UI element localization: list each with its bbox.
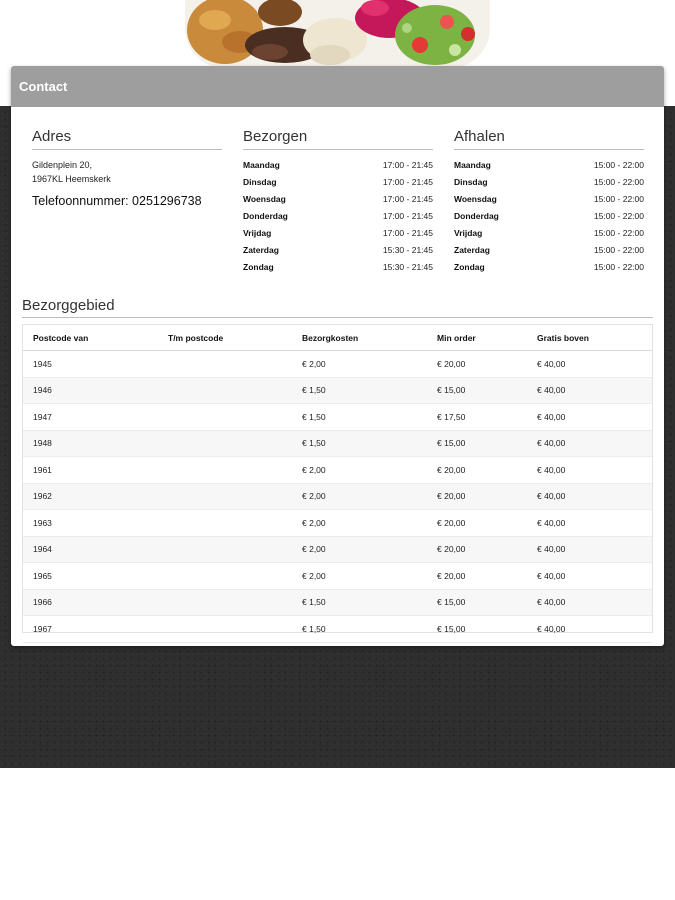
table-cell: 1963	[23, 510, 158, 537]
table-row	[23, 404, 652, 431]
hours-row	[454, 174, 644, 191]
table-cell	[158, 404, 292, 431]
table-row	[23, 483, 652, 510]
time-range: 17:00 - 21:45	[382, 228, 433, 238]
table-header-row	[23, 325, 652, 351]
address-text	[32, 158, 222, 186]
column-header: T/m postcode	[158, 325, 292, 351]
day-label: Donderdag	[454, 211, 499, 221]
time-range: 15:00 - 22:00	[593, 262, 644, 272]
delivery-hours-list	[243, 157, 433, 276]
time-range: 17:00 - 21:45	[382, 194, 433, 204]
table-cell: € 2,00	[292, 483, 427, 510]
table-body	[23, 351, 652, 643]
table-cell: € 20,00	[427, 351, 527, 378]
table-cell	[158, 457, 292, 484]
table-cell: 1967	[23, 616, 158, 643]
time-range: 15:00 - 22:00	[593, 177, 644, 187]
table-cell	[158, 351, 292, 378]
table-row	[23, 377, 652, 404]
table-cell: € 20,00	[427, 457, 527, 484]
table-cell	[158, 430, 292, 457]
time-range: 15:00 - 22:00	[593, 245, 644, 255]
table-cell: € 40,00	[527, 563, 652, 590]
address-section	[32, 128, 222, 208]
delivery-hours-section	[243, 128, 433, 276]
table-cell: 1965	[23, 563, 158, 590]
table-cell: € 15,00	[427, 616, 527, 643]
table-cell	[158, 536, 292, 563]
time-range: 15:30 - 21:45	[382, 262, 433, 272]
hours-row	[454, 191, 644, 208]
table-cell	[158, 589, 292, 616]
day-label: Zaterdag	[454, 245, 490, 255]
table-cell: € 15,00	[427, 589, 527, 616]
table-cell: € 15,00	[427, 430, 527, 457]
table-cell: 1948	[23, 430, 158, 457]
table-cell: 1945	[23, 351, 158, 378]
table-cell	[158, 616, 292, 643]
address-heading: Adres	[32, 128, 222, 150]
table-cell: 1962	[23, 483, 158, 510]
hours-row	[454, 259, 644, 276]
table-cell: € 40,00	[527, 404, 652, 431]
hours-row	[243, 191, 433, 208]
delivery-hours-heading: Bezorgen	[243, 128, 433, 150]
delivery-area-heading: Bezorggebied	[22, 297, 653, 318]
day-label: Vrijdag	[454, 228, 483, 238]
time-range: 15:00 - 22:00	[593, 194, 644, 204]
hours-row	[454, 157, 644, 174]
hours-row	[454, 242, 644, 259]
table-cell: € 2,00	[292, 510, 427, 537]
table-cell: € 2,00	[292, 457, 427, 484]
day-label: Donderdag	[243, 211, 288, 221]
table-row	[23, 351, 652, 378]
day-label: Vrijdag	[243, 228, 272, 238]
hours-row	[243, 174, 433, 191]
table-cell: 1966	[23, 589, 158, 616]
address-line-1: Gildenplein 20,	[32, 160, 93, 170]
table-cell: € 17,50	[427, 404, 527, 431]
table-cell: 1964	[23, 536, 158, 563]
table-cell: € 1,50	[292, 377, 427, 404]
table-cell: € 1,50	[292, 616, 427, 643]
column-header: Postcode van	[23, 325, 158, 351]
table-cell: € 15,00	[427, 377, 527, 404]
table-cell: € 20,00	[427, 536, 527, 563]
table-cell: € 20,00	[427, 510, 527, 537]
day-label: Zondag	[454, 262, 485, 272]
day-label: Zaterdag	[243, 245, 279, 255]
table-cell: € 40,00	[527, 536, 652, 563]
table-cell	[158, 563, 292, 590]
time-range: 17:00 - 21:45	[382, 177, 433, 187]
table-cell: 1947	[23, 404, 158, 431]
table-row	[23, 616, 652, 643]
day-label: Maandag	[454, 160, 491, 170]
time-range: 15:30 - 21:45	[382, 245, 433, 255]
table-row	[23, 430, 652, 457]
delivery-area-table	[22, 324, 653, 633]
pickup-hours-section	[454, 128, 644, 276]
table-cell: € 40,00	[527, 510, 652, 537]
table-cell: € 40,00	[527, 351, 652, 378]
phone-number: Telefoonnummer: 0251296738	[32, 194, 202, 208]
time-range: 15:00 - 22:00	[593, 228, 644, 238]
table-cell	[158, 377, 292, 404]
table-row	[23, 589, 652, 616]
table-row	[23, 563, 652, 590]
table-cell: 1961	[23, 457, 158, 484]
column-header: Gratis boven	[527, 325, 652, 351]
hours-row	[243, 242, 433, 259]
table-cell: € 40,00	[527, 589, 652, 616]
table-cell: € 2,00	[292, 563, 427, 590]
pickup-hours-list	[454, 157, 644, 276]
table-cell: € 2,00	[292, 536, 427, 563]
hours-row	[243, 208, 433, 225]
card-title: Contact	[11, 66, 664, 107]
hours-row	[454, 208, 644, 225]
pickup-hours-heading: Afhalen	[454, 128, 644, 150]
table-row	[23, 536, 652, 563]
time-range: 17:00 - 21:45	[382, 160, 433, 170]
day-label: Dinsdag	[454, 177, 488, 187]
table-cell: € 40,00	[527, 430, 652, 457]
hours-row	[243, 157, 433, 174]
table-cell: € 40,00	[527, 457, 652, 484]
food-plate-image	[185, 0, 490, 68]
column-header: Min order	[427, 325, 527, 351]
column-header: Bezorgkosten	[292, 325, 427, 351]
table-cell: € 1,50	[292, 404, 427, 431]
table-cell: € 40,00	[527, 616, 652, 643]
day-label: Zondag	[243, 262, 274, 272]
table-cell	[158, 483, 292, 510]
time-range: 15:00 - 22:00	[593, 211, 644, 221]
table-cell: € 2,00	[292, 351, 427, 378]
table-cell: 1946	[23, 377, 158, 404]
delivery-table	[23, 325, 652, 643]
table-cell: € 20,00	[427, 563, 527, 590]
day-label: Maandag	[243, 160, 280, 170]
hours-row	[454, 225, 644, 242]
day-label: Woensdag	[454, 194, 497, 204]
day-label: Dinsdag	[243, 177, 277, 187]
food-photo	[185, 0, 490, 68]
table-cell	[158, 510, 292, 537]
table-cell: € 1,50	[292, 589, 427, 616]
table-cell: € 1,50	[292, 430, 427, 457]
hours-row	[243, 259, 433, 276]
hours-row	[243, 225, 433, 242]
day-label: Woensdag	[243, 194, 286, 204]
table-cell: € 40,00	[527, 377, 652, 404]
table-row	[23, 457, 652, 484]
address-line-2: 1967KL Heemskerk	[32, 174, 111, 184]
time-range: 15:00 - 22:00	[593, 160, 644, 170]
table-cell: € 40,00	[527, 483, 652, 510]
time-range: 17:00 - 21:45	[382, 211, 433, 221]
table-cell: € 20,00	[427, 483, 527, 510]
table-row	[23, 510, 652, 537]
contact-card	[11, 66, 664, 646]
